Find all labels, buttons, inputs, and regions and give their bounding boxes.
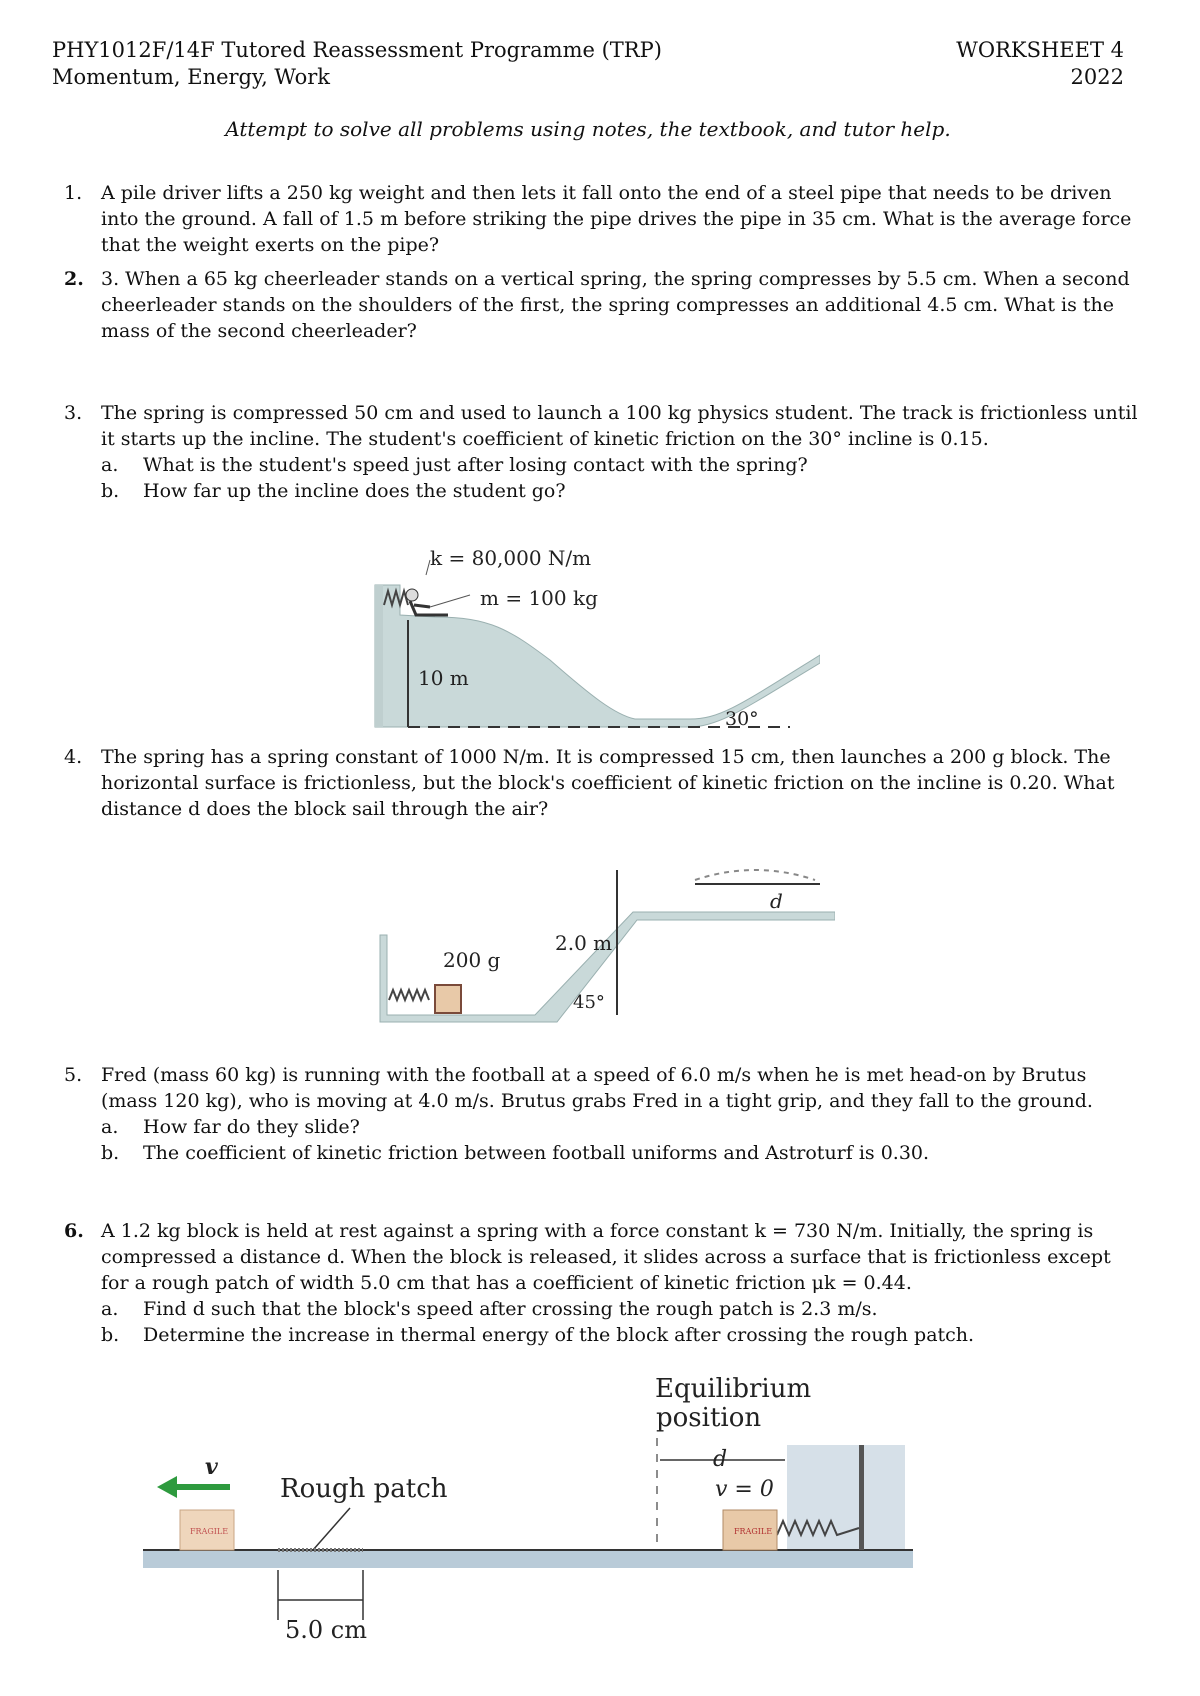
question-4 bbox=[64, 744, 1144, 822]
sub-letter: b. bbox=[101, 480, 120, 502]
sub-letter: a. bbox=[101, 454, 119, 476]
course-title: PHY1012F/14F Tutored Reassessment Programme (TRP) bbox=[52, 38, 662, 62]
sub-letter: a. bbox=[101, 1298, 119, 1320]
angle-label: 45° bbox=[573, 992, 605, 1013]
rough-leader bbox=[313, 1508, 350, 1550]
year-label: 2022 bbox=[1070, 65, 1124, 89]
height-label: 10 m bbox=[418, 666, 469, 690]
d-label: d bbox=[713, 1447, 728, 1472]
sub-text: The coefficient of kinetic friction between football uniforms and Astroturf is 0.30. bbox=[143, 1142, 930, 1164]
width-label: 5.0 cm bbox=[285, 1616, 367, 1644]
block-left bbox=[180, 1510, 234, 1550]
spring-icon bbox=[389, 990, 429, 1000]
question-text: The spring has a spring constant of 1000 N/m. It is compressed 15 cm, then launches a 200 g block. The horizontal surface is frictionless, but the block's coefficient of kinetic friction on the incline is 0.20. What distance d does the block sail through the air? bbox=[101, 746, 1115, 820]
instruction: Attempt to solve all problems using notes, the textbook, and tutor help. bbox=[225, 117, 951, 141]
sub-question bbox=[101, 452, 1144, 478]
question-3 bbox=[64, 400, 1144, 504]
sub-question bbox=[101, 1114, 1144, 1140]
question-5 bbox=[64, 1062, 1144, 1166]
sub-question bbox=[101, 1296, 1144, 1322]
floor-surface bbox=[143, 1550, 913, 1568]
sub-text: How far up the incline does the student go? bbox=[143, 480, 566, 502]
rough-patch-label: Rough patch bbox=[280, 1474, 448, 1504]
question-number: 3. bbox=[64, 402, 83, 424]
question-number: 6. bbox=[64, 1220, 84, 1242]
k-label: k = 80,000 N/m bbox=[430, 546, 592, 570]
angle-label: 30° bbox=[725, 708, 759, 730]
figure-rough-patch bbox=[135, 1370, 915, 1650]
worksheet-label: WORKSHEET 4 bbox=[956, 38, 1124, 62]
sub-question bbox=[101, 478, 1144, 504]
figure-ramp-jump bbox=[375, 850, 835, 1030]
question-number: 1. bbox=[64, 182, 83, 204]
box-label: FRAGILE bbox=[734, 1527, 773, 1536]
figure-spring-track bbox=[370, 545, 820, 735]
question-number: 5. bbox=[64, 1064, 83, 1086]
distance-label: d bbox=[770, 889, 783, 913]
question-number: 4. bbox=[64, 746, 83, 768]
sub-letter: a. bbox=[101, 1116, 119, 1138]
equilibrium-label: Equilibrium bbox=[655, 1374, 812, 1404]
sub-text: Find d such that the block's speed after crossing the rough patch is 2.3 m/s. bbox=[143, 1298, 878, 1320]
sub-text: Determine the increase in thermal energy of the block after crossing the rough patch. bbox=[143, 1324, 975, 1346]
position-label: position bbox=[656, 1403, 762, 1433]
block bbox=[435, 985, 461, 1013]
question-1 bbox=[64, 180, 1144, 258]
trajectory bbox=[695, 870, 815, 880]
height-label: 2.0 m bbox=[555, 931, 613, 955]
wall bbox=[859, 1445, 864, 1550]
sub-question bbox=[101, 1322, 1144, 1348]
mass-leader bbox=[430, 595, 470, 607]
student-icon bbox=[406, 589, 448, 615]
v-zero-label: v = 0 bbox=[715, 1477, 774, 1502]
wall bbox=[375, 585, 383, 727]
topic-title: Momentum, Energy, Work bbox=[52, 65, 330, 89]
question-text: The spring is compressed 50 cm and used to launch a 100 kg physics student. The track is frictionless until it starts up the incline. The student's coefficient of kinetic friction on the 30° incline is 0.15. bbox=[101, 402, 1138, 450]
velocity-label: v bbox=[205, 1454, 218, 1480]
sub-question bbox=[101, 1140, 1144, 1166]
mass-label: m = 100 kg bbox=[480, 586, 598, 610]
question-text: Fred (mass 60 kg) is running with the football at a speed of 6.0 m/s when he is met head-on by Brutus (mass 120 kg), who is moving at 4.0 m/s. Brutus grabs Fred in a tight grip, and they fall to the ground. bbox=[101, 1064, 1093, 1112]
question-text: A pile driver lifts a 250 kg weight and then lets it fall onto the end of a steel pipe that needs to be driven into the ground. A fall of 1.5 m before striking the pipe drives the pipe in 35 cm. What is the average force that the weight exerts on the pipe? bbox=[101, 182, 1132, 256]
mass-label: 200 g bbox=[443, 948, 501, 972]
question-text: A 1.2 kg block is held at rest against a spring with a force constant k = 730 N/m. Initially, the spring is compressed a distance d. When the block is released, it slides across a surface that is frictionless except for a rough patch of width 5.0 cm that has a coefficient of kinetic friction μk = 0.44. bbox=[101, 1220, 1111, 1294]
sub-letter: b. bbox=[101, 1142, 120, 1164]
velocity-arrow-icon bbox=[157, 1476, 230, 1498]
sub-text: How far do they slide? bbox=[143, 1116, 360, 1138]
block-right bbox=[723, 1510, 777, 1550]
question-number: 2. bbox=[64, 268, 84, 290]
question-text: 3. When a 65 kg cheerleader stands on a vertical spring, the spring compresses by 5.5 cm. When a second cheerleader stands on the shoulders of the first, the spring compresses an additional 4.5 cm. What is the mass of the second cheerleader? bbox=[101, 268, 1130, 342]
sub-letter: b. bbox=[101, 1324, 120, 1346]
sub-text: What is the student's speed just after losing contact with the spring? bbox=[143, 454, 808, 476]
right-backdrop bbox=[787, 1445, 905, 1550]
question-6 bbox=[64, 1218, 1144, 1348]
box-label: FRAGILE bbox=[190, 1527, 229, 1536]
question-2 bbox=[64, 266, 1144, 344]
